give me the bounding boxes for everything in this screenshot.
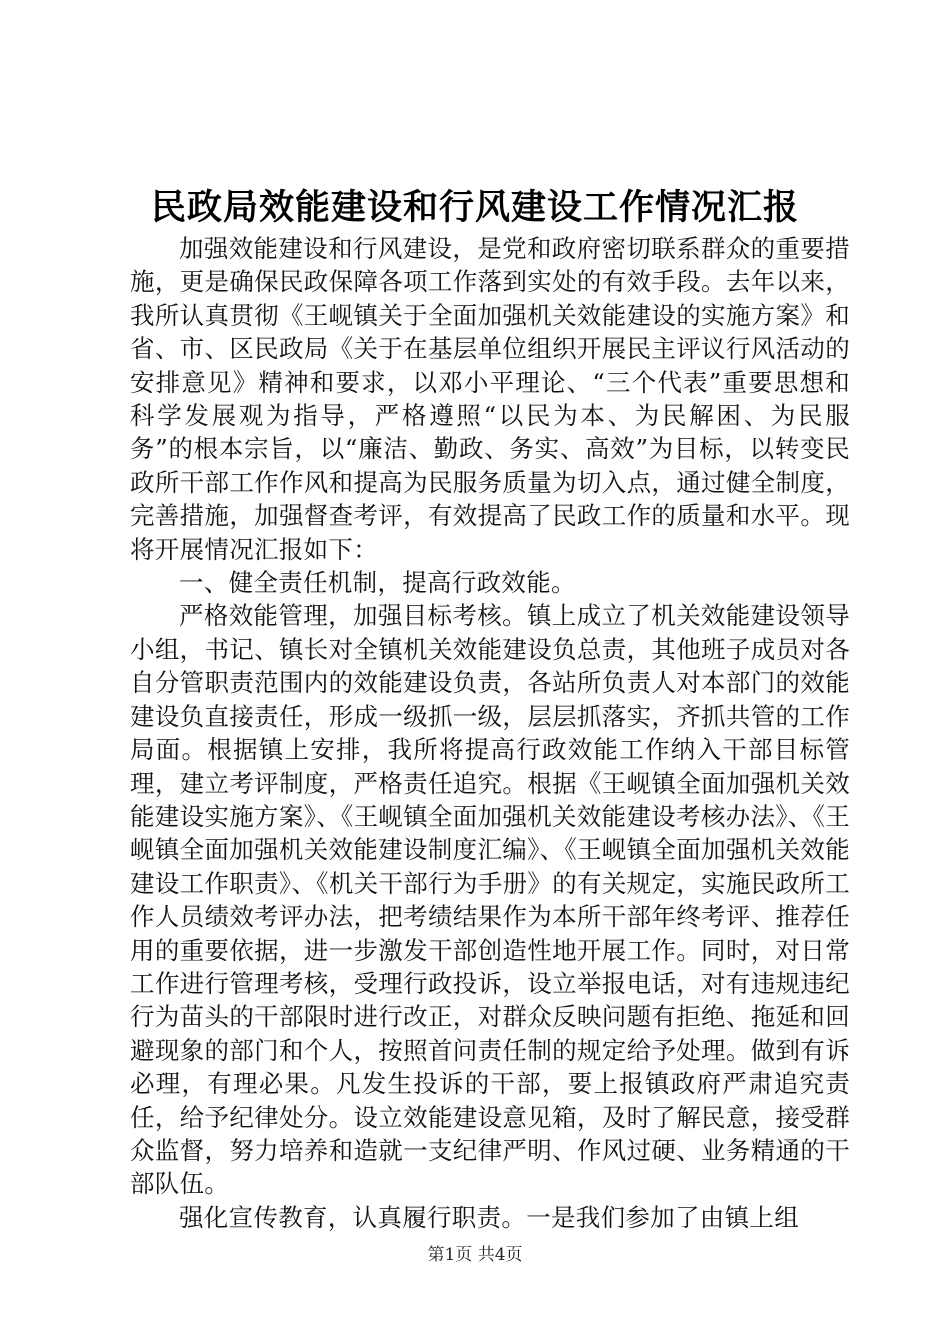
paragraph-section-heading: 一、健全责任机制，提高行政效能。 — [179, 568, 576, 598]
document-body — [130, 232, 850, 1234]
paragraph-publicity-education: 强化宣传教育，认真履行职责。一是我们参加了由镇上组 — [179, 1202, 799, 1232]
page-number-footer: 第1页 共4页 — [427, 1245, 523, 1265]
document-title: 民政局效能建设和行风建设工作情况汇报 — [150, 187, 799, 228]
paragraph-efficiency-management: 严格效能管理，加强目标考核。镇上成立了机关效能建设领导小组，书记、镇长对全镇机关效能建设负总责，其他班子成员对各自分管职责范围内的效能建设负责，各站所负责人对本部门的效能建设负直接责任，形成一级抓一级，层层抓落实，齐抓共管的工作局面。根据镇上安排，我所将提高行政效能工作纳入干部目标管理，建立考评制度，严格责任追究。根据《王岘镇全面加强机关效能建设实施方案》、《王岘镇全面加强机关效能建设考核办法》、《王岘镇全面加强机关效能建设制度汇编》、《王岘镇全面加强机关效能建设工作职责》、《机关干部行为手册》的有关规定，实施民政所工作人员绩效考评办法，把考绩结果作为本所干部年终考评、推荐任用的重要依据，进一步激发干部创造性地开展工作。同时，对日常工作进行管理考核，受理行政投诉，设立举报电话，对有违规违纪行为苗头的干部限时进行改正，对群众反映问题有拒绝、拖延和回避现象的部门和个人，按照首问责任制的规定给予处理。做到有诉必理，有理必果。凡发生投诉的干部，要上报镇政府严肃追究责任，给予纪律处分。设立效能建设意见箱，及时了解民意，接受群众监督，努力培养和造就一支纪律严明、作风过硬、业务精通的干部队伍。 — [130, 601, 850, 1199]
paragraph-intro: 加强效能建设和行风建设，是党和政府密切联系群众的重要措施，更是确保民政保障各项工作落到实处的有效手段。去年以来，我所认真贯彻《王岘镇关于全面加强机关效能建设的实施方案》和省、市、区民政局《关于在基层单位组织开展民主评议行风活动的安排意见》精神和要求，以邓小平理论、“三个代表”重要思想和科学发展观为指导，严格遵照“以民为本、为民解困、为民服务”的根本宗旨，以“廉洁、勤政、务实、高效”为目标，以转变民政所干部工作作风和提高为民服务质量为切入点，通过健全制度，完善措施，加强督查考评，有效提高了民政工作的质量和水平。现将开展情况汇报如下： — [130, 234, 850, 564]
